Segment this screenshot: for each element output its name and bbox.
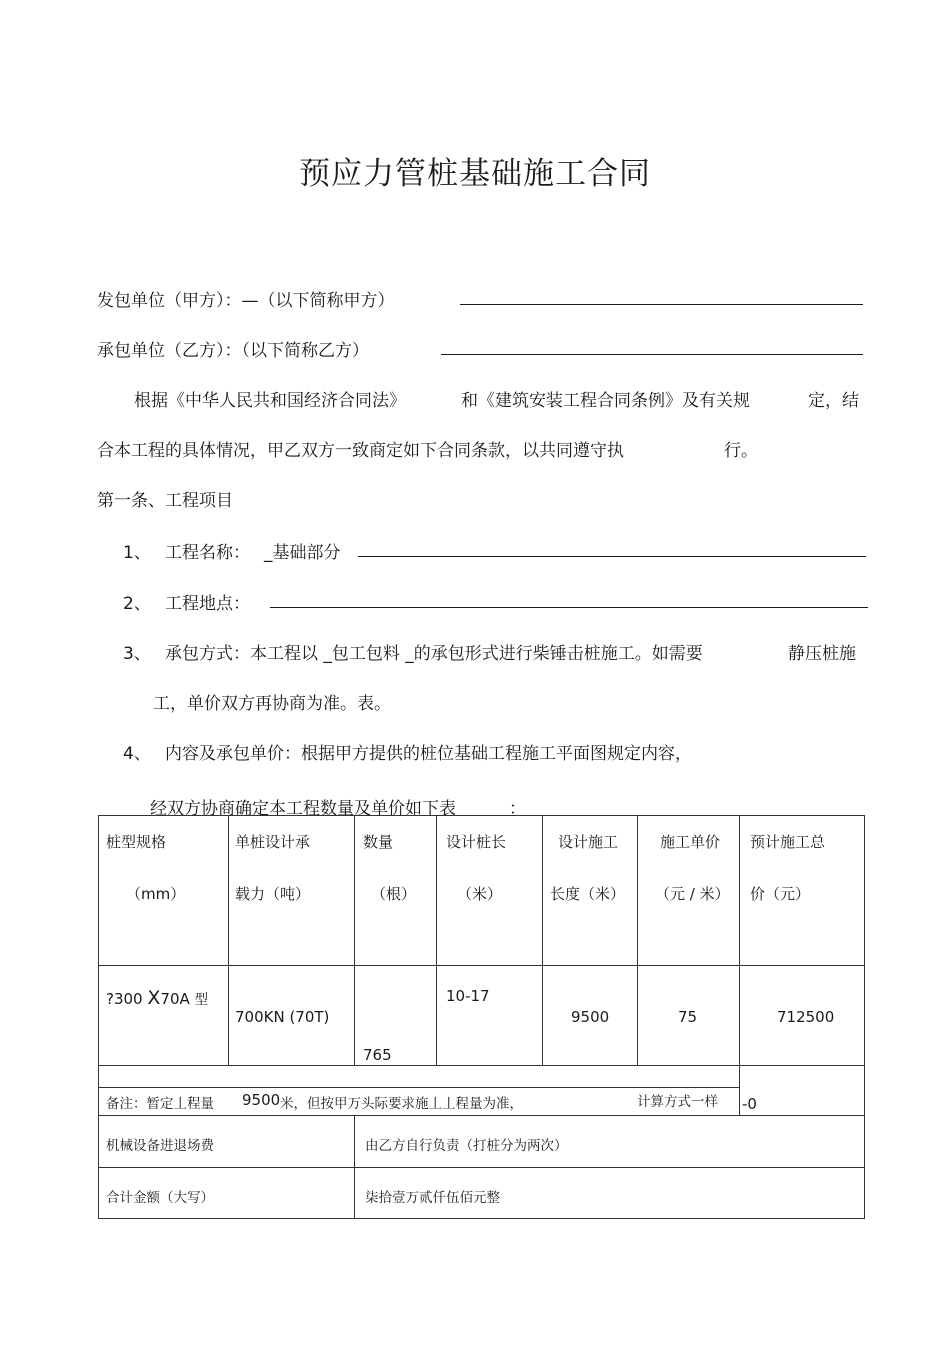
intro-text: 定，结 (808, 391, 859, 411)
party-b-blank-line (441, 354, 863, 355)
item-number: 2、 (123, 594, 151, 614)
equipment-label-cell: 机械设备进退场费 (99, 1116, 355, 1168)
project-name-value: _基础部分 (264, 543, 341, 563)
sum-value-cell: 柒拾壹万贰仟伍佰元整 (355, 1168, 865, 1219)
party-a-blank-line (460, 304, 863, 305)
item-number: 3、 (123, 644, 151, 664)
document-title: 预应力管桩基础施工合同 (299, 156, 651, 192)
table-header-cell: 施工单价 （元 / 米） (638, 816, 740, 966)
build-length-cell: 9500 (543, 966, 638, 1066)
unit-price-text: 经双方协商确定本工程数量及单价如下表 (150, 799, 456, 819)
unit-price-text: ： (509, 799, 526, 819)
project-location-line (270, 607, 868, 608)
table-row (99, 1116, 865, 1168)
table-header-cell: 设计桩长 （米） (437, 816, 543, 966)
total-price-cell: 712500 (740, 966, 865, 1066)
quantity-cell: 765 (355, 966, 437, 1066)
note-result-cell: -0 (740, 1066, 865, 1116)
pile-quantity-table (98, 815, 865, 1219)
pile-spec-cell: ?300 X70A 型 (99, 966, 229, 1066)
party-b-label: 承包单位（乙方）：（以下简称乙方） (97, 341, 369, 361)
table-header-cell: 数量 （根） (355, 816, 437, 966)
contract-method-text: 承包方式：本工程以 _包工包料 _的承包形式进行柴锤击桩施工。如需要 (165, 644, 703, 664)
intro-text: 根据《中华人民共和国经济合同法》 (134, 391, 406, 411)
table-header-row (99, 816, 865, 966)
intro-text: 和《建筑安装工程合同条例》及有关规 (461, 391, 750, 411)
intro-text: 合本工程的具体情况，甲乙双方一致商定如下合同条款，以共同遵守执 (97, 441, 624, 461)
project-name-line (358, 556, 866, 557)
table-row (99, 966, 865, 1066)
equipment-value-cell: 由乙方自行负责（打桩分为两次） (355, 1116, 865, 1168)
project-name-label: 工程名称： (165, 543, 250, 563)
table-row (99, 1168, 865, 1219)
table-header-cell: 预计施工总 价（元） (740, 816, 865, 966)
article-heading: 第一条、工程项目 (97, 491, 233, 511)
sum-label-cell: 合计金额（大写） (99, 1168, 355, 1219)
table-header-cell: 单桩设计承 载力（吨） (229, 816, 355, 966)
contract-method-text: 静压桩施 (788, 644, 856, 664)
intro-text: 行。 (724, 441, 758, 461)
capacity-cell: 700KN (70T) (229, 966, 355, 1066)
table-header-cell: 设计施工 长度（米） (543, 816, 638, 966)
unit-price-text: 内容及承包单价：根据甲方提供的桩位基础工程施工平面图规定内容， (165, 744, 692, 764)
contract-method-text: 工，单价双方再协商为准。表。 (153, 694, 391, 714)
project-location-label: 工程地点： (165, 594, 250, 614)
item-number: 4、 (123, 744, 151, 764)
item-number: 1、 (123, 543, 151, 563)
unit-price-cell: 75 (638, 966, 740, 1066)
party-a-label: 发包单位（甲方）：—（以下简称甲方） (97, 291, 395, 311)
pile-length-cell: 10-17 (437, 966, 543, 1066)
note-cell: 备注：暂定丄程量 9500 米，但按甲万头际要求施丄丄程量为准， 计算方式一样 (99, 1066, 740, 1116)
table-note-row (99, 1066, 865, 1116)
table-header-cell: 桩型规格 （mm） (99, 816, 229, 966)
